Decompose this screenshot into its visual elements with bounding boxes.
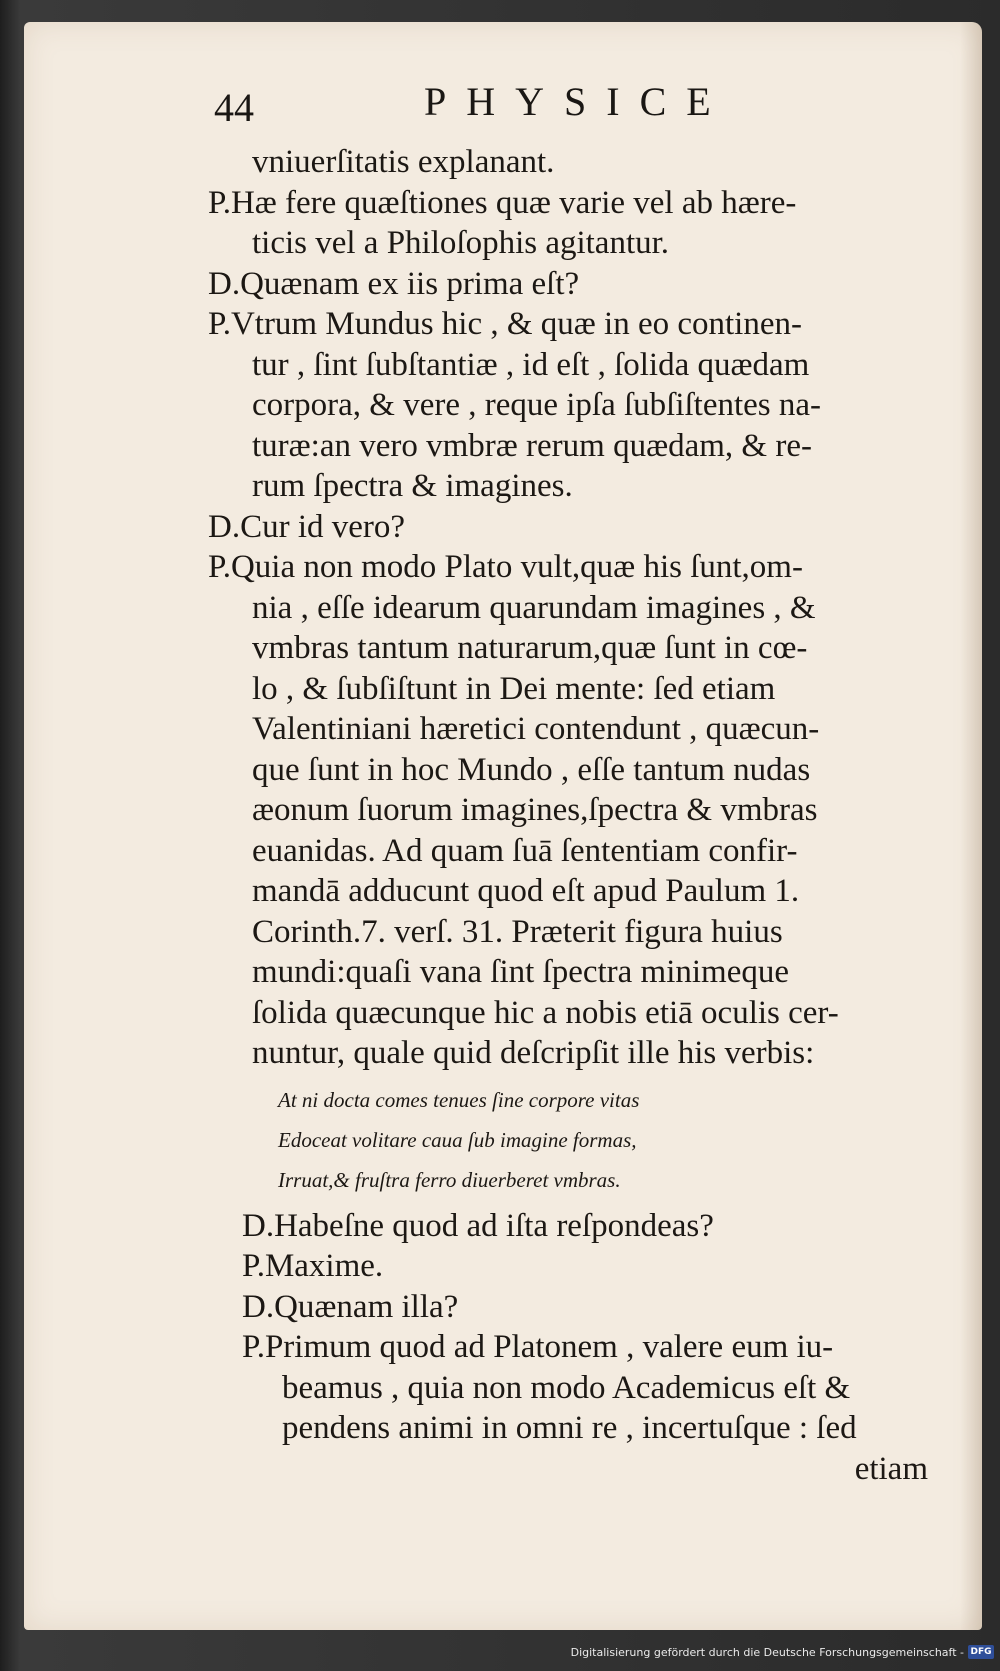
verse-line: At ni docta comes tenues ſine corpore vitas [278,1087,640,1112]
text-line: P.Quia non modo Plato vult,quæ his ſunt,om- [208,549,803,585]
text-line: D.Cur id vero? [208,508,406,545]
page-edge-shadow [960,22,982,1630]
text-line: D.Quænam illa? [242,1288,459,1325]
text-line: tur , ſint ſubſtantiæ , id eſt , ſolida quædam [252,346,810,383]
text-line: vmbras tantum naturarum,quæ ſunt in cœ- [252,630,808,666]
text-line: turæ:an vero vmbræ rerum quædam, & re- [252,427,812,464]
text-line: nuntur, quale quid deſcripſit ille his verbis: [252,1035,815,1071]
text-line: ſolida quæcunque hic a nobis etiā oculis cer- [252,994,839,1031]
text-line: rum ſpectra & imagines. [252,468,573,504]
running-head [24,78,982,138]
text-line: euanidas. Ad quam ſuā ſententiam confir- [252,832,798,869]
catchword: etiam [854,1450,928,1487]
book-page [24,22,982,1630]
text-line: æonum ſuorum imagines,ſpectra & vmbras [252,792,818,828]
text-line: lo , & ſubſiſtunt in Dei mente: ſed etiam [252,670,776,707]
text-line: P.Primum quod ad Platonem , valere eum iu- [242,1329,834,1365]
text-line: pendens animi in omni re , incertuſque : ſed [282,1410,857,1446]
text-line: que ſunt in hoc Mundo , eſſe tantum nudas [252,751,811,788]
text-line: P.Vtrum Mundus hic , & quæ in eo continen- [208,306,802,342]
verse-line: Irruat,& fruſtra ferro diuerberet vmbras. [278,1167,621,1192]
text-line: mundi:quaſi vana ſint ſpectra minimeque [252,954,790,990]
text-line: P.Maxime. [242,1248,384,1284]
funding-credit: Digitalisierung gefördert durch die Deutsche Forschungsgemeinschaft - [570,1646,964,1659]
body-text [208,142,928,1489]
text-line: Valentiniani hæretici contendunt , quæcun- [252,711,820,747]
text-line: Corinth.7. verſ. 31. Præterit figura huius [252,913,783,950]
text-line: P.Hæ fere quæſtiones quæ varie vel ab hære- [208,184,797,221]
running-title: PHYSICE [424,79,731,124]
dfg-logo-icon: DFG [968,1645,994,1659]
text-line: corpora, & vere , reque ipſa ſubſiſtentes na- [252,387,822,423]
text-line: D.Habeſne quod ad iſta reſpondeas? [242,1207,714,1244]
verse-line: Edoceat volitare caua ſub imagine formas, [278,1127,637,1152]
text-line: ticis vel a Philoſophis agitantur. [252,225,670,261]
text-line: beamus , quia non modo Academicus eſt & [282,1369,851,1406]
text-line: D.Quænam ex iis prima eſt? [208,265,580,302]
page-number: 44 [214,85,254,130]
footer-bar [0,1634,1000,1671]
text-line: vniuerſitatis explanant. [252,144,555,180]
text-line: nia , eſſe idearum quarundam imagines , & [252,589,816,626]
text-line: mandā adducunt quod eſt apud Paulum 1. [252,873,800,909]
